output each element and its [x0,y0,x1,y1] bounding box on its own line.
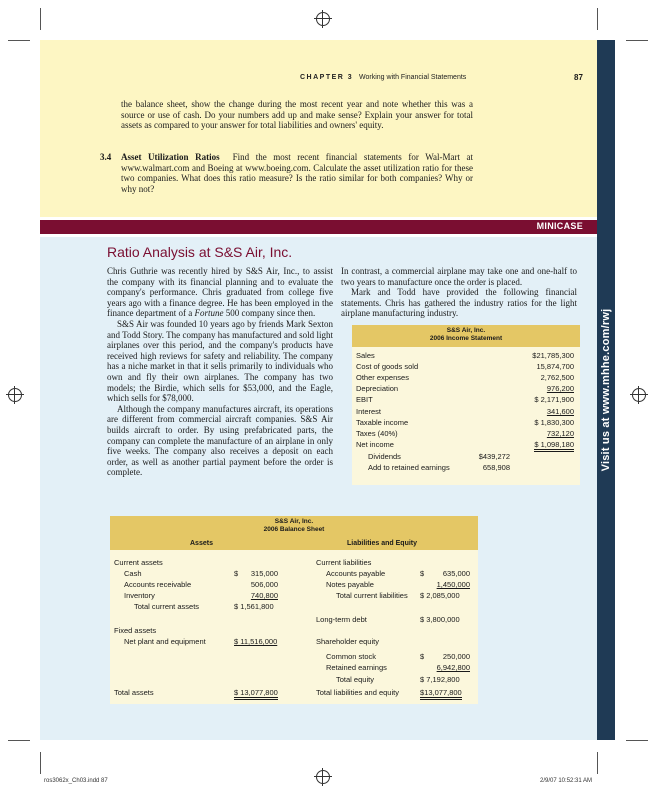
case-title: Ratio Analysis at S&S Air, Inc. [107,244,293,260]
registration-mark-icon [316,770,330,784]
ltd-label: Long-term debt [316,615,367,624]
ap-label: Accounts payable [326,569,386,578]
npe-label: Net plant and equipment [124,637,206,646]
table-row: EBIT $ 2,171,900 [356,395,574,404]
table-row: Other expenses 2,762,500 [356,373,574,382]
assets-header: Assets [190,540,213,547]
total-equity-label: Total equity [336,675,374,684]
registration-mark-icon [8,388,22,402]
tca-value: $ 1,561,800 [234,602,274,611]
footer-filename: ros3062x_Ch03.indd 87 [44,778,108,784]
ar-value: 506,000 [250,580,278,589]
registration-mark-icon [632,388,646,402]
ar-label: Accounts receivable [124,580,192,589]
total-assets-label: Total assets [114,688,154,697]
current-assets-label: Current assets [114,558,163,567]
fixed-assets-label: Fixed assets [114,626,157,635]
income-statement-table [352,325,580,485]
case-paragraph-2: S&S Air was founded 10 years ago by friends Mark Sexton and Todd Story. The company has manufactured and sold light airplanes over this period, and the company's products have received high reviews for safety and reliability. The company has a niche market in that it sells primarily to individuals who own and fly their own airplanes. The company has two models; the Birdie, which sells for $53,000, and the Eagle, which sells for $78,000. [107,318,333,404]
tle-value: $13,077,800 [420,688,462,700]
table-row: Net income $ 1,098,180 [352,440,580,451]
question-title: Asset Utilization Ratios [121,152,220,162]
minicase-bar [40,220,597,234]
total-assets-value: $ 13,077,800 [234,688,278,700]
re-value: 6,942,800 [436,663,470,672]
common-stock-label: Common stock [326,652,377,661]
crop-mark [8,740,30,741]
question-body: Find the most recent financial statements for Wal-Mart at www.walmart.com and Boeing at www.boeing.com. Calculate the asset utilization ratio for these two companies. What does this ratio measure? Is the ratio similar for both companies? Why or why not? [121,152,474,194]
sidebar-url-text: Visit us at www.mhhe.com/rwj [600,308,612,472]
table-row: Sales $21,785,300 [356,351,574,360]
right-paragraph-1: In contrast, a commercial airplane may take one and one-half to two years to manufacture once the order is placed. [341,266,577,287]
crop-mark [8,40,30,41]
cash-value: 315,000 [250,569,278,578]
minicase-label: MINICASE [536,221,583,231]
inventory-label: Inventory [124,591,155,600]
table-row: Interest 341,600 [356,407,574,416]
table-row: Dividends $439,272 [368,452,510,461]
cs-dollar: $ [420,652,425,661]
table-row: Add to retained earnings 658,908 [368,463,510,472]
question-3-4 [121,152,473,194]
table-row: Taxable income $ 1,830,300 [356,418,574,427]
tca-label: Total current assets [134,602,200,611]
tcl-value: $ 2,085,000 [420,591,460,600]
crop-mark [597,8,598,30]
retained-earnings-label: Retained earnings [326,663,387,672]
footer-timestamp: 2/9/07 10:52:31 AM [540,778,593,784]
chapter-label: CHAPTER 3 [300,74,354,81]
chapter-title: Working with Financial Statements [359,74,467,81]
tle-label: Total liabilities and equity [316,688,399,697]
npe-value: $ 11,516,000 [234,637,278,646]
cash-label: Cash [124,569,142,578]
income-title: 2006 Income Statement [429,335,503,342]
te-value: $ 7,192,800 [420,675,460,684]
np-value: 1,450,000 [436,580,470,589]
liabilities-header: Liabilities and Equity [347,540,418,547]
cash-dollar: $ [234,569,239,578]
page-number: 87 [574,73,583,82]
right-column [341,266,577,319]
crop-mark [40,752,41,774]
left-column [107,266,333,478]
balance-company: S&S Air, Inc. [274,518,314,525]
case-paragraph-3: Although the company manufactures aircraft, its operations are different from commercial aircraft companies. S&S Air builds aircraft to order. By using prefabricated parts, the company can complete the manufacture of an airplane in only five weeks. The company also receives a deposit on each order, as well as another partial payment before the order is complete. [107,403,333,478]
question-number: 3.4 [100,152,112,162]
continuation-paragraph: the balance sheet, show the change during the most recent year and note whether this was a source or use of cash. Do your numbers add up and make sense? Explain your answer for total assets as compared to your answer for total liabilities and owners' equity. [121,99,473,131]
crop-mark [626,40,648,41]
ap-dollar: $ [420,569,425,578]
cs-value: 250,000 [442,652,470,661]
ap-value: 635,000 [442,569,470,578]
balance-title: 2006 Balance Sheet [263,526,325,533]
income-company: S&S Air, Inc. [446,327,486,334]
case-paragraph-1: Chris Guthrie was recently hired by S&S Air, Inc., to assist the company with its financial planning and to evaluate the company's performance. Chris graduated from college five years ago with a finance degree. He has been employed in the finance department of a Fortune 500 company since then. [107,266,333,319]
current-liabilities-label: Current liabilities [316,558,372,567]
inventory-value: 740,800 [250,591,278,600]
ltd-value: $ 3,800,000 [420,615,460,624]
right-paragraph-2: Mark and Todd have provided the following financial statements. Chris has gathered the industry ratios for the light airplane manufacturing industry. [341,287,577,319]
registration-mark-icon [316,12,330,26]
running-header [300,74,466,81]
tcl-label: Total current liabilities [336,591,408,600]
crop-mark [597,752,598,774]
table-row: Depreciation 976,200 [356,384,574,393]
balance-sheet-table [110,516,478,704]
crop-mark [40,8,41,30]
table-row: Taxes (40%) 732,120 [356,429,574,438]
table-row: Cost of goods sold 15,874,700 [356,362,574,371]
shareholder-equity-label: Shareholder equity [316,637,379,646]
crop-mark [626,740,648,741]
np-label: Notes payable [326,580,374,589]
